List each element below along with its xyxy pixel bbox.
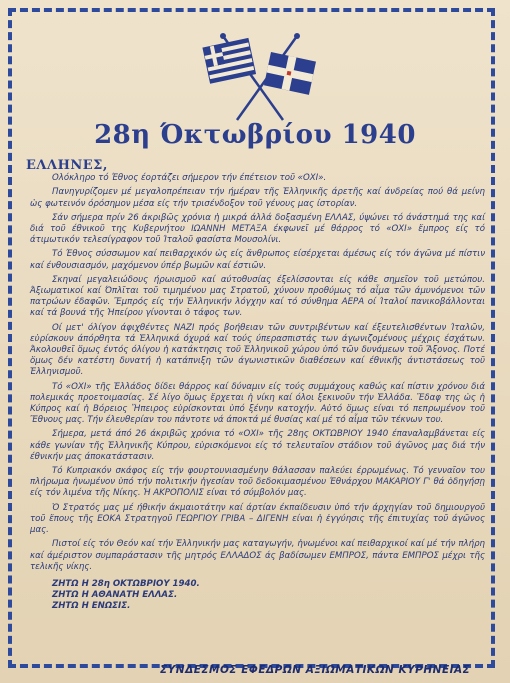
paragraph: Πανηγυρίζομεν μέ μεγαλοπρέπειαν τήν ήμέραν τῆς Ἑλληνικῆς άρετῆς καί άνδρείας πού θά μείνη ὡς φωτεινόν όρόσημον μέσα είς τήν τρισένδοξον τοῦ γένους μας ίστορίαν. [30, 187, 485, 209]
paragraph: Οί μετ' όλίγον άφιχθέντες ΝΑΖΙ πρός βοήθειαν τῶν συντριβέντων καί έξευτελισθέντων Ίταλῶν, εὑρίσκουν άπόρθητα τά Ἑλληνικά όχυρά καί τούς ύπερασπιστάς των άγωνιζομένους μέχρις έσχάτων. Άκολουθεῖ ὅμως έντός όλίγου ἡ κατάκτησις τοῦ Ἑλληνικοῦ χώρου ὑπό τῶν δυνάμεων τοῦ Ἄξονος. Ποτέ ὅμως δέν κατέστη δυνατή ἡ κατάπνιξη τῶν άγωνιστικῶν διαθέσεων καί έθνικῆς άντιστάσεως τοῦ Ἑλληνισμοῦ. [30, 322, 485, 378]
paragraph: Ολόκληρο τό Έθνος έορτάζει σήμερον τήν έπέτειον τοῦ «ΟΧΙ». [52, 173, 327, 184]
paragraph: Πιστοί είς τόν Θεόν καί τήν Ἑλληνικήν μας καταγωγήν, ἡνωμένοι καί πειθαρχικοί καί μέ τήν πλήρη καί άμέριστον συμπαράστασιν τῆς μητρός ΕΛΛΑΔΟΣ άς βαδίσωμεν ΕΜΠΡΟΣ, πάντα ΕΜΠΡΟΣ μέχρι τῆς τελικῆς νίκης. [30, 539, 485, 572]
proclamation-body [26, 158, 485, 612]
paragraph: Τό Κυπριακόν σκάφος είς τήν φουρτουνιασμένην θάλασσαν παλεύει έρρωμένως. Τό γενναῖον του πλήρωμα ἡνωμένον ὑπό τήν πολιτικήν ἡγεσίαν τοῦ δεδοκιμασμένου Έθνάρχου ΜΑΚΑΡΙΟΥ Γ' θά ὁδηγήσῃ είς τόν λιμένα τῆς Νίκης. Ἡ ΑΚΡΟΠΟΛΙΣ είναι τό σύμβολόν μας. [30, 466, 485, 499]
paragraph: Σήμερα, μετά άπό 26 άκριβῶς χρόνια τό «ΟΧΙ» τῆς 28ης ΟΚΤΩΒΡΙΟΥ 1940 έπαναλαμβάνεται είς κάθε γωνίαν τῆς Ἑλληνικῆς Κύπρου, εὑρισκόμενοι είς τό τελευταῖον στάδιον τοῦ άγῶνος μας διά τήν έθνικήν μας άποκατάστασιν. [30, 429, 485, 462]
signature: ΣΥΝΔΕΣΜΟΣ ΕΦΕΔΡΩΝ ΑΞΙΩΜΑΤΙΚΩΝ ΚΥΡΗΝΕΙΑΣ [160, 664, 471, 676]
paragraph: Τό «ΟΧΙ» τῆς Ἑλλάδος δίδει θάρρος καί δύναμιν είς τούς συμμάχους καθώς καί πίστιν χρόνου διά πολεμικάς προετοιμασίας. Σέ λίγο ὅμως ἔρχεται ἡ νίκη καί όλοι ξεκινοῦν τήν Ἑλλάδα. Ἔδαφ της ὡς ἡ Κύπρος καί ἡ Βόρειος Ἤπειρος εὑρίσκονται ὑπό ξένην κατοχήν. Αὐτό ὅμως είναι τό πεπρωμένον τοῦ Ἔθνους μας. Τήν έλευθερίαν του πάντοτε νά άποκτά μέ θυσίας καί μέ τό αἷμα τῶν τέκνων του. [30, 381, 485, 426]
paragraph: Τό Έθνος σύσσωμον καί πειθαρχικόν ὡς είς ἄνθρωπος είσέρχεται άμέσως είς τόν άγῶνα μέ πίστιν καί ένθουσιασμόν, μαχόμενον ύπέρ βωμῶν καί έστιῶν. [30, 249, 485, 271]
crossed-greek-flags-icon [195, 30, 325, 122]
slogan: ΖΗΤΩ Η ΕΝΩΣΙΣ. [52, 600, 131, 611]
slogans [52, 579, 485, 612]
slogan: ΖΗΤΩ Η ΑΘΑΝΑΤΗ ΕΛΛΑΣ. [52, 589, 178, 600]
paragraph: Σάν σήμερα πρίν 26 άκριβῶς χρόνια ἡ μικρά άλλά δοξασμένη ΕΛΛΑΣ, ύψώνει τό άνάστημά της καί διά τοῦ έθνικοῦ της Κυβερνήτου ΙΩΑΝΝΗ ΜΕΤΑΞΑ έκφωνεῖ μέ θάρρος τό «ΟΧΙ» ἔμπρος είς τό άτιμωτικόν τελεσίγραφον τοῦ Ίταλοῦ φασίστα Μουσολίνι. [30, 212, 485, 246]
greeting: ΕΛΛΗΝΕΣ, [26, 158, 108, 173]
paragraph: Σκηναί μεγαλειώδους ήρωισμοῦ καί αύτοθυσίας έξελίσσονται είς κάθε σημεῖον τοῦ μετώπου. Άξιωματικοί καί Όπλῖται τοῦ τιμημένου μας Στρατοῦ, χύνουν προθύμως τό αἷμα τῶν άμυνόμενοι τῶν πατρώων έδαφῶν. Ἔμπρός είς τήν Ἑλληνικήν λόγχην καί τό σύνθημα ΑΕΡΑ οί Ίταλοί πανικοβάλλονται καί τά βουνά τῆς Ἠπείρου γίνονται ὁ τάφος των. [30, 274, 485, 319]
page-title: 28η Όκτωβρίου 1940 [94, 120, 416, 150]
paragraph: Ὁ Στρατός μας μέ ήθικήν άκμαιοτάτην καί άρτίαν έκπαίδευσιν ὑπό τήν άρχηγίαν τοῦ δημιουργοῦ τοῦ ἔπους τῆς ΕΟΚΑ Στρατηγοῦ ΓΕΩΡΓΙΟΥ ΓΡΙΒΑ – ΔΙΓΕΝΗ είναι ἡ ἐγγύησις τῆς έπιτυχίας τοῦ άγῶνος μας. [30, 502, 485, 536]
slogan: ΖΗΤΩ Η 28η ΟΚΤΩΒΡΙΟΥ 1940. [52, 578, 200, 589]
